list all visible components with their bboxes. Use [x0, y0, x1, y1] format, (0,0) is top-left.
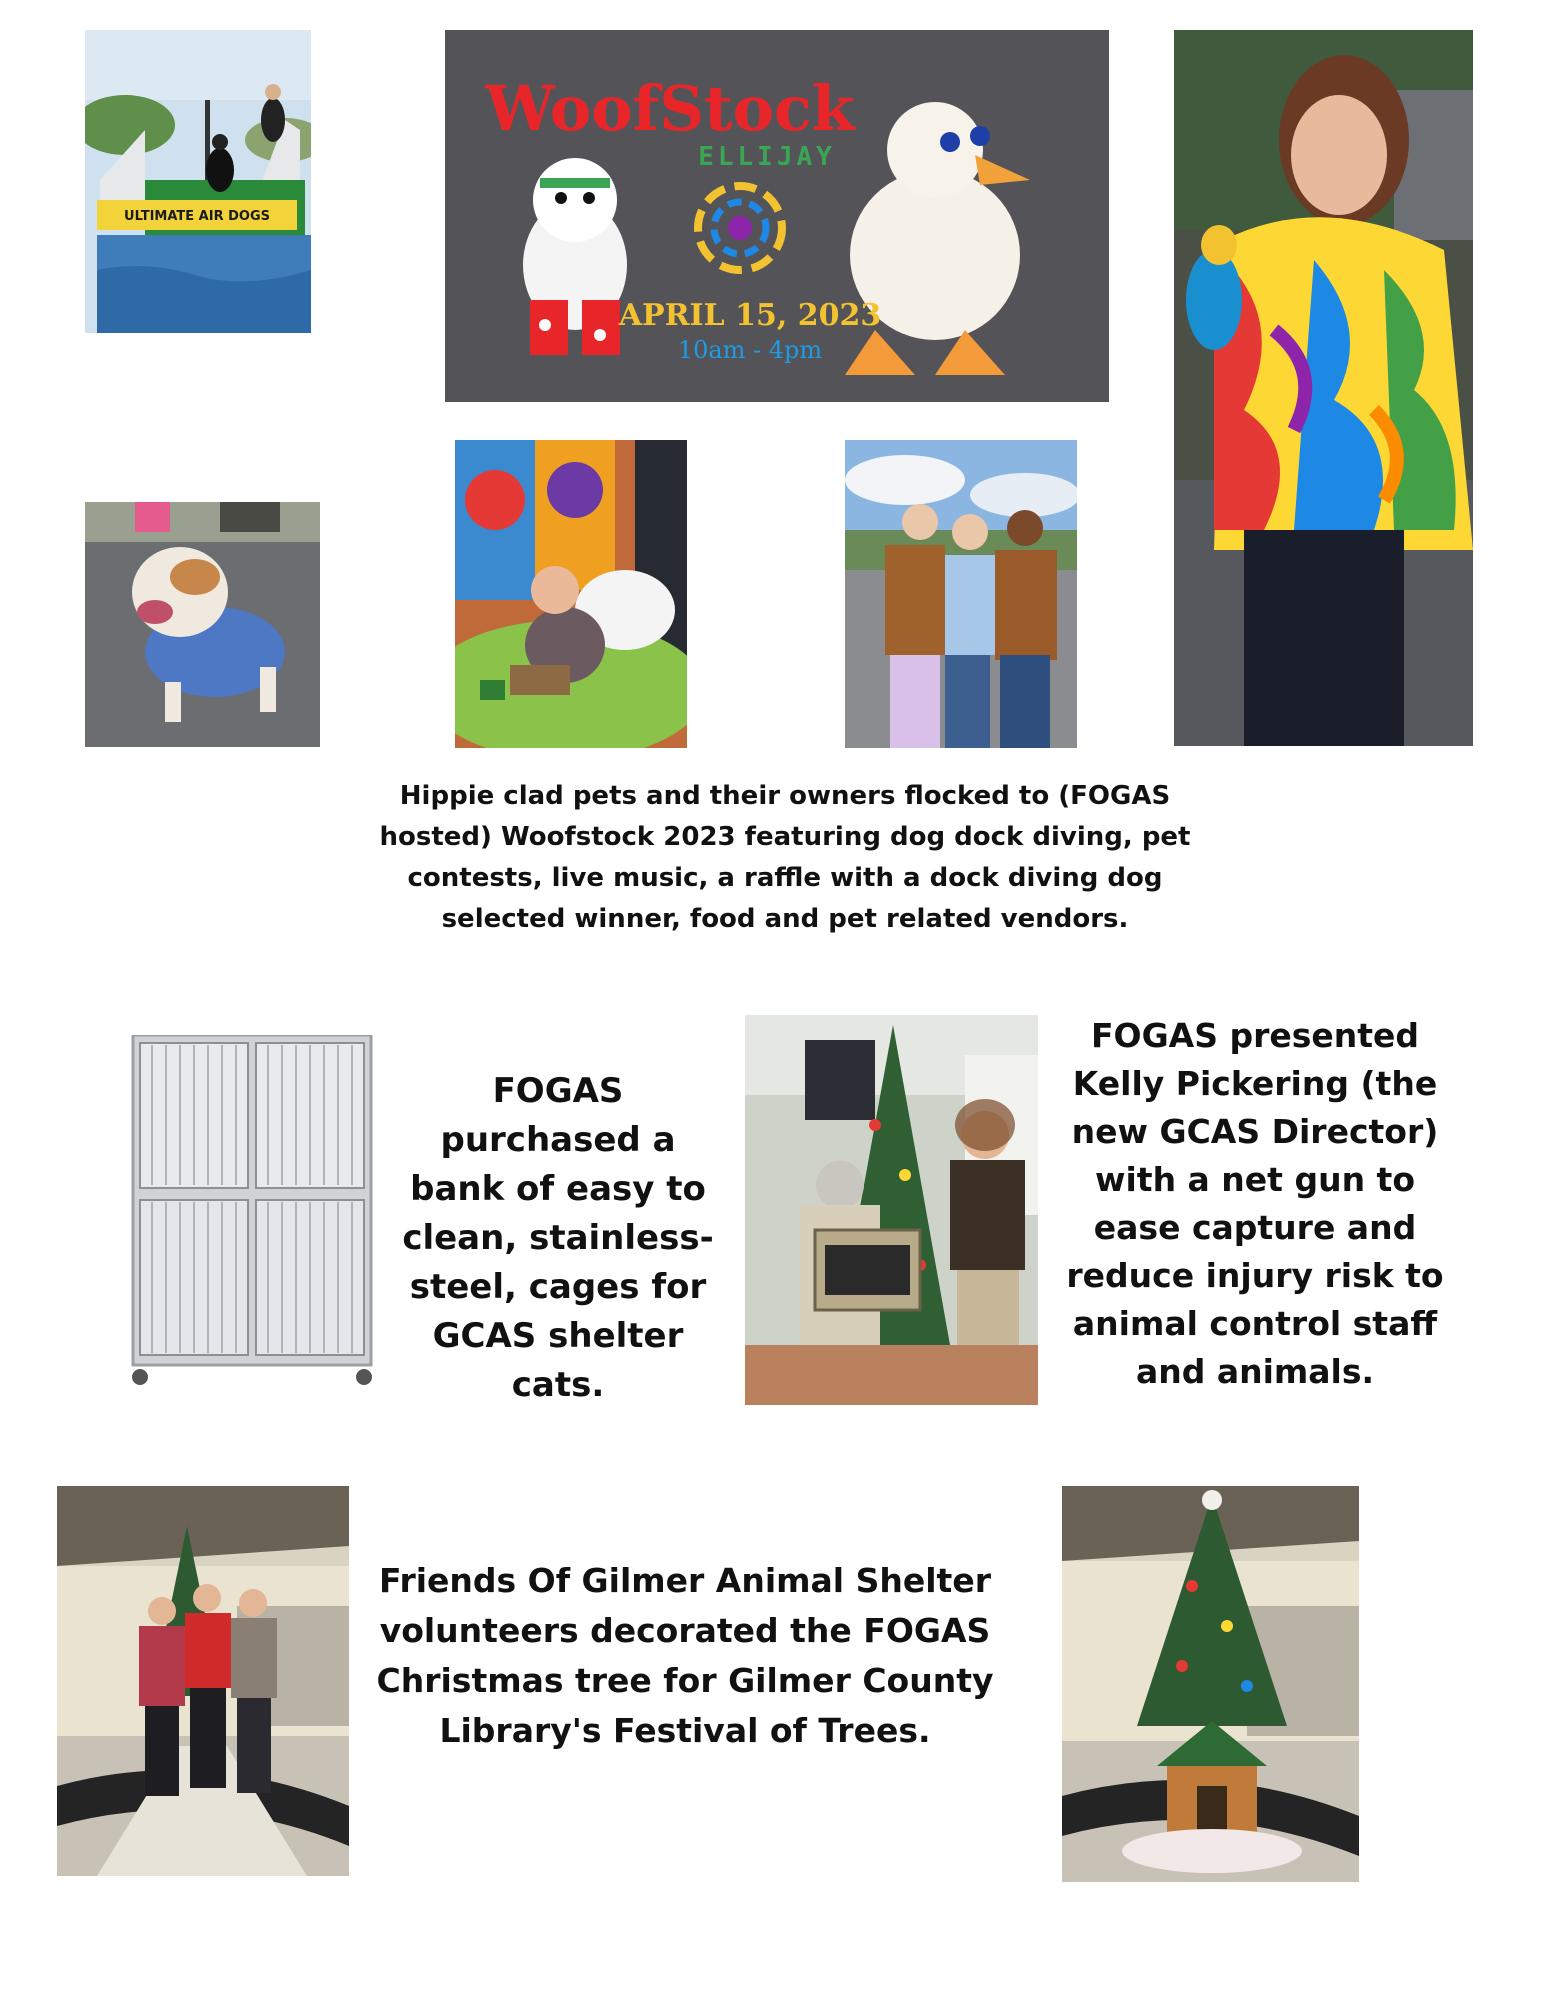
poster-date: APRIL 15, 2023: [618, 298, 882, 333]
dog-cartoon-icon: [523, 158, 627, 355]
photo-three-women: [845, 440, 1077, 748]
cages-caption: FOGAS purchased a bank of easy to clean, stainless-steel, cages for GCAS shelter cats.: [402, 1071, 714, 1405]
photo-volunteers-tree: [57, 1486, 349, 1876]
photo-christmas-tree: [1062, 1486, 1359, 1882]
poster-hours: 10am - 4pm: [677, 336, 823, 364]
poster-title: WoofStock: [485, 72, 855, 145]
woofstock-caption: Hippie clad pets and their owners flocked to (FOGAS hosted) Woofstock 2023 featuring dog dock diving, pet contests, live music, a raffle with a dock diving dog selected winner, food and pet related vendors.: [379, 781, 1191, 934]
photo-dock-diving: [85, 30, 311, 333]
photo-child: [455, 440, 687, 748]
netgun-caption: FOGAS presented Kelly Pickering (the new GCAS Director) with a net gun to ease capture and reduce injury risk to animal control staff and animals.: [1066, 1016, 1444, 1391]
photo-bulldog: [85, 502, 320, 747]
photo-tiedye-parrot: [1174, 30, 1473, 746]
tree-caption: Friends Of Gilmer Animal Shelter volunteers decorated the FOGAS Christmas tree for Gilmer County Library's Festival of Trees.: [376, 1561, 994, 1750]
banner-text: ULTIMATE AIR DOGS: [124, 209, 270, 224]
woofstock-poster: [445, 30, 1109, 402]
photo-steel-cages: [128, 1035, 376, 1387]
photo-net-gun: [745, 1015, 1038, 1405]
poster-subtitle: ELLIJAY: [698, 142, 836, 172]
